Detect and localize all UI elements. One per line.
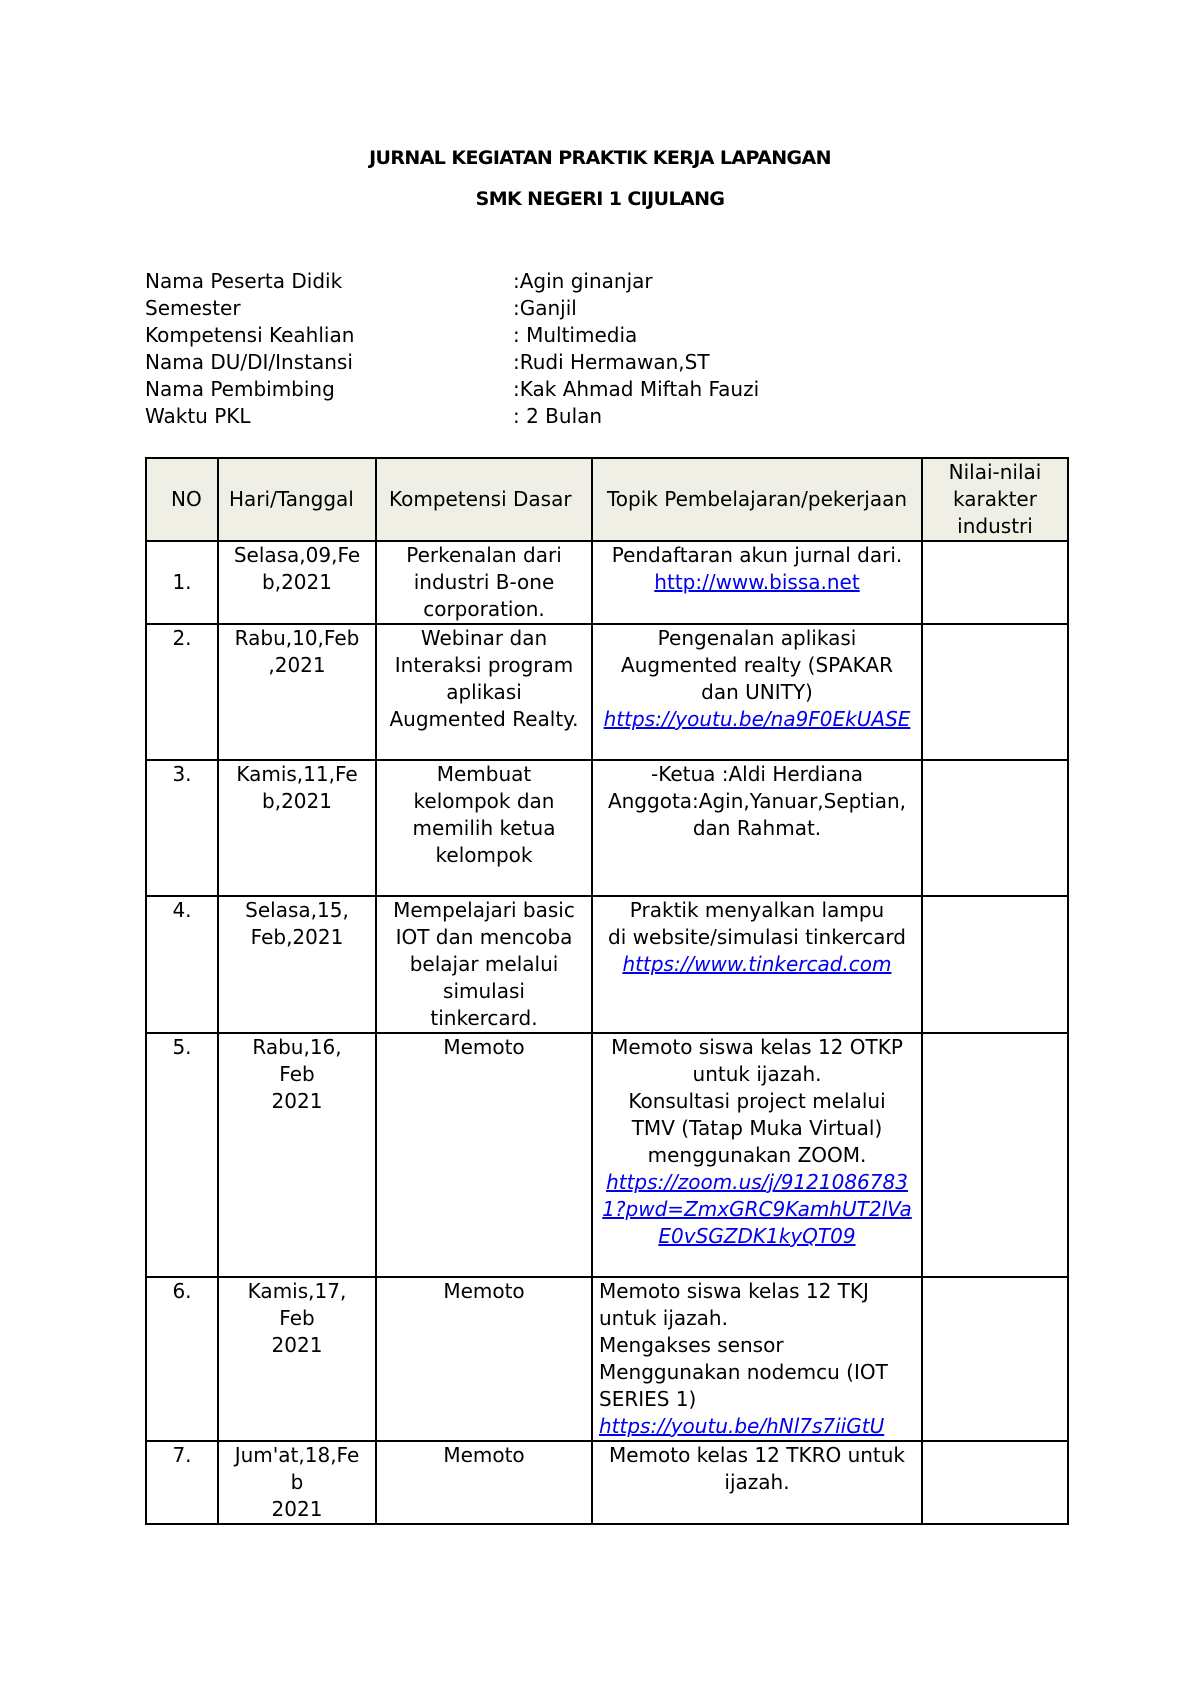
header-line: karakter (953, 487, 1037, 511)
info-row (145, 268, 759, 295)
cell-date (218, 624, 376, 760)
link-wrap (599, 951, 915, 978)
cell-competency (376, 541, 592, 624)
cell-competency-line: simulasi (443, 979, 525, 1003)
cell-competency-line: IOT dan mencoba (395, 925, 573, 949)
cell-competency-line: kelompok (435, 843, 533, 867)
info-label: Waktu PKL (145, 404, 251, 428)
cell-topic-line: TMV (Tatap Muka Virtual) (631, 1116, 883, 1140)
topic-link[interactable]: https://zoom.us/j/91210867831?pwd=ZmxGRC9KamhUT2lVaE0vSGZDK1kyQT09 (602, 1170, 912, 1248)
cell-date-line: 2021 (271, 1333, 323, 1357)
cell-date (218, 1277, 376, 1441)
table-row (146, 1277, 1068, 1441)
link-wrap (599, 1413, 915, 1440)
cell-date-line: Feb,2021 (250, 925, 344, 949)
info-row (145, 376, 759, 403)
cell-topic (592, 1033, 922, 1277)
info-label: Semester (145, 296, 241, 320)
cell-topic-line: dan UNITY) (701, 680, 813, 704)
cell-values (922, 760, 1068, 896)
cell-topic-line: Memoto kelas 12 TKRO untuk (608, 1443, 906, 1467)
cell-competency-line: Mempelajari basic (393, 898, 575, 922)
journal-table (145, 457, 1069, 1525)
info-label: Nama Peserta Didik (145, 269, 343, 293)
cell-date-line: Rabu,10,Feb (234, 626, 360, 650)
cell-topic-line: Konsultasi project melalui (628, 1089, 886, 1113)
cell-topic (592, 1441, 922, 1524)
cell-competency-line: Perkenalan dari (406, 543, 562, 567)
cell-date-line: Selasa,15, (245, 898, 349, 922)
cell-no: 3. (146, 760, 218, 896)
info-value: :Kak Ahmad Miftah Fauzi (513, 377, 760, 401)
link-wrap (599, 706, 915, 733)
cell-topic-line: untuk ijazah. (692, 1062, 822, 1086)
cell-values (922, 1277, 1068, 1441)
cell-topic-line: Pengenalan aplikasi (657, 626, 857, 650)
link-wrap (599, 569, 915, 596)
cell-date-line: ,2021 (268, 653, 326, 677)
cell-date-line: Feb (279, 1062, 315, 1086)
cell-topic-line: Augmented realty (SPAKAR (621, 653, 893, 677)
topic-link[interactable]: https://www.tinkercad.com (622, 952, 892, 976)
cell-topic (592, 896, 922, 1033)
col-header-date: Hari/Tanggal (218, 458, 376, 541)
cell-competency (376, 624, 592, 760)
cell-competency-line: tinkercard. (430, 1006, 538, 1030)
cell-competency-line: Augmented Realty. (389, 707, 579, 731)
table-row (146, 760, 1068, 896)
cell-topic-line: Pendaftaran akun jurnal dari. (611, 543, 903, 567)
cell-date-line: 2021 (271, 1089, 323, 1113)
cell-no: 2. (146, 624, 218, 760)
cell-topic-line: ijazah. (724, 1470, 790, 1494)
cell-competency-line: memilih ketua (412, 816, 556, 840)
student-info (145, 268, 759, 430)
cell-competency-line: industri B-one (413, 570, 555, 594)
table-row (146, 541, 1068, 624)
cell-competency (376, 760, 592, 896)
info-row (145, 322, 759, 349)
cell-no: 1. (146, 541, 218, 624)
col-header-values (922, 458, 1068, 541)
cell-values (922, 541, 1068, 624)
cell-topic-line: Mengakses sensor (599, 1333, 784, 1357)
cell-date-line: b,2021 (262, 570, 332, 594)
cell-no: 5. (146, 1033, 218, 1277)
cell-date-line: Jum'at,18,Fe (234, 1443, 360, 1467)
cell-date (218, 896, 376, 1033)
table-row (146, 1033, 1068, 1277)
info-value: : Multimedia (513, 323, 638, 347)
cell-no: 7. (146, 1441, 218, 1524)
cell-values (922, 624, 1068, 760)
col-header-topic: Topik Pembelajaran/pekerjaan (592, 458, 922, 541)
cell-topic-line: Menggunakan nodemcu (IOT (599, 1360, 888, 1384)
topic-link[interactable]: https://youtu.be/na9F0EkUASE (603, 707, 911, 731)
cell-competency-line: kelompok dan (413, 789, 555, 813)
document-title: JURNAL KEGIATAN PRAKTIK KERJA LAPANGAN (369, 147, 831, 169)
cell-competency-line: corporation. (423, 597, 545, 621)
cell-competency-line: Interaksi program (394, 653, 574, 677)
info-row (145, 349, 759, 376)
table-row (146, 624, 1068, 760)
cell-no: 6. (146, 1277, 218, 1441)
cell-topic (592, 760, 922, 896)
cell-no: 4. (146, 896, 218, 1033)
info-label: Nama Pembimbing (145, 377, 335, 401)
cell-topic (592, 541, 922, 624)
info-label: Kompetensi Keahlian (145, 323, 355, 347)
info-row (145, 295, 759, 322)
info-value: :Rudi Hermawan,ST (513, 350, 710, 374)
cell-competency-line: Memoto (443, 1443, 525, 1467)
header-line: Nilai-nilai (948, 460, 1042, 484)
cell-date-line: Kamis,11,Fe (236, 762, 358, 786)
cell-competency-line: aplikasi (446, 680, 522, 704)
info-value: :Agin ginanjar (513, 269, 653, 293)
info-value: : 2 Bulan (513, 404, 603, 428)
topic-link[interactable]: http://www.bissa.net (654, 570, 860, 594)
cell-date-line: Kamis,17, (247, 1279, 347, 1303)
cell-competency (376, 1033, 592, 1277)
col-header-no: NO (146, 458, 218, 541)
cell-topic (592, 1277, 922, 1441)
cell-topic-line: menggunakan ZOOM. (647, 1143, 867, 1167)
cell-date (218, 760, 376, 896)
cell-date (218, 1033, 376, 1277)
cell-competency-line: belajar melalui (409, 952, 559, 976)
cell-topic-line: SERIES 1) (599, 1387, 697, 1411)
info-label: Nama DU/DI/Instansi (145, 350, 353, 374)
school-name: SMK NEGERI 1 CIJULANG (475, 188, 725, 210)
cell-topic-line: untuk ijazah. (599, 1306, 728, 1330)
cell-topic-line: dan Rahmat. (692, 816, 822, 840)
cell-topic-line: Anggota:Agin,Yanuar,Septian, (607, 789, 907, 813)
cell-values (922, 1033, 1068, 1277)
cell-date (218, 1441, 376, 1524)
info-value: :Ganjil (513, 296, 577, 320)
table-row (146, 1441, 1068, 1524)
cell-values (922, 1441, 1068, 1524)
table-row (146, 896, 1068, 1033)
cell-competency-line: Membuat (436, 762, 532, 786)
cell-competency-line: Memoto (443, 1035, 525, 1059)
journal-body (146, 541, 1068, 1524)
cell-date-line: b,2021 (262, 789, 332, 813)
cell-competency-line: Webinar dan (420, 626, 548, 650)
cell-date (218, 541, 376, 624)
cell-topic-line: Praktik menyalkan lampu (629, 898, 885, 922)
col-header-competency: Kompetensi Dasar (376, 458, 592, 541)
cell-date-line: Feb (279, 1306, 315, 1330)
cell-competency (376, 1441, 592, 1524)
cell-topic-line: Memoto siswa kelas 12 TKJ (599, 1279, 869, 1303)
cell-competency (376, 896, 592, 1033)
cell-competency (376, 1277, 592, 1441)
header-line: industri (957, 514, 1033, 538)
cell-topic (592, 624, 922, 760)
topic-link[interactable]: https://youtu.be/hNl7s7iiGtU (599, 1414, 885, 1438)
cell-values (922, 896, 1068, 1033)
cell-topic-line: di website/simulasi tinkercard (608, 925, 906, 949)
cell-topic-line: -Ketua :Aldi Herdiana (650, 762, 863, 786)
cell-date-line: Selasa,09,Fe (233, 543, 361, 567)
cell-date-line: 2021 (271, 1497, 323, 1521)
cell-date-line: Rabu,16, (252, 1035, 342, 1059)
info-row (145, 403, 759, 430)
cell-topic-line: Memoto siswa kelas 12 OTKP (611, 1035, 903, 1059)
cell-competency-line: Memoto (443, 1279, 525, 1303)
cell-date-line: b (290, 1470, 304, 1494)
table-header-row (146, 458, 1068, 541)
link-wrap (599, 1169, 915, 1250)
